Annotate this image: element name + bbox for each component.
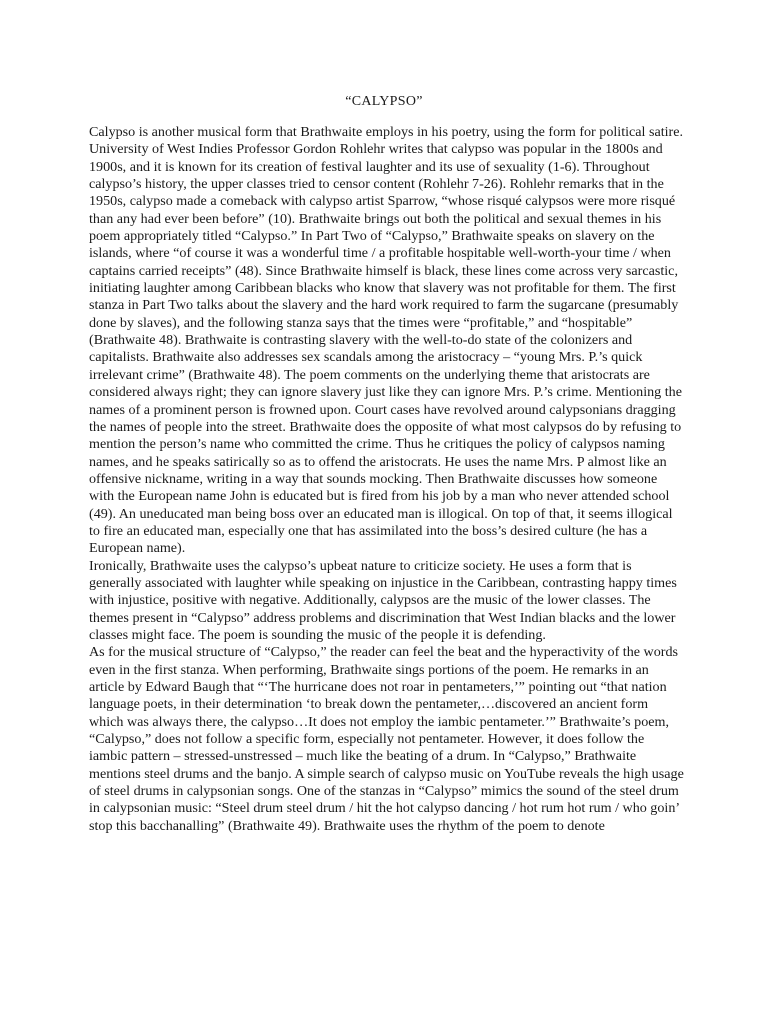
document-body	[89, 124, 685, 835]
paragraph-3: As for the musical structure of “Calypso,” the reader can feel the beat and the hyperactivity of the words even in the first stanza. When performing, Brathwaite sings portions of the poem. He remarks in an article by Edward Baugh that “‘The hurricane does not roar in pentameters,’” pointing out “that nation language poets, in their determination ‘to break down the pentameter,…discovered an ancient form which was always there, the calypso…It does not employ the iambic pentameter.’” Brathwaite’s poem, “Calypso,” does not follow a specific form, especially not pentameter. However, it does follow the iambic pattern – stressed-unstressed – much like the beating of a drum. In “Calypso,” Brathwaite mentions steel drums and the banjo. A simple search of calypso music on YouTube reveals the high usage of steel drums in calypsonian songs. One of the stanzas in “Calypso” mimics the sound of the steel drum in calypsonian music: “Steel drum steel drum / hit the hot calypso dancing / hot rum hot rum / who goin’ stop this bacchanalling” (Brathwaite 49). Brathwaite uses the rhythm of the poem to denote	[89, 644, 684, 834]
paragraph-2: Ironically, Brathwaite uses the calypso’s upbeat nature to criticize society. He uses a form that is generally associated with laughter while speaking on injustice in the Caribbean, contrasting happy times with injustice, positive with negative. Additionally, calypsos are the music of the lower classes. The themes present in “Calypso” address problems and discrimination that West Indian blacks and the lower classes might face. The poem is sounding the music of the people it is defending.	[89, 557, 677, 643]
document-title: “CALYPSO”	[345, 94, 423, 109]
paragraph-1: Calypso is another musical form that Brathwaite employs in his poetry, using the form for political satire. University of West Indies Professor Gordon Rohlehr writes that calypso was popular in the 1800s and 1900s, and it is known for its creation of festival laughter and its use of sexuality (1-6). Throughout calypso’s history, the upper classes tried to censor content (Rohlehr 7-26). Rohlehr remarks that in the 1950s, calypso made a comeback with calypso artist Sparrow, “whose risqué calypsos were more risqué than any had ever been before” (10). Brathwaite brings out both the political and sexual themes in his poem appropriately titled “Calypso.” In Part Two of “Calypso,” Brathwaite speaks on slavery on the islands, where “of course it was a wonderful time / a profitable hospitable well-worth-your time / when captains carried receipts” (48). Since Brathwaite himself is black, these lines come across very sarcastic, initiating laughter among Caribbean blacks who know that slavery was not profitable for them. The first stanza in Part Two talks about the slavery and the hard work required to farm the sugarcane (presumably done by slaves), and the following stanza says that the times were “profitable,” and “hospitable” (Brathwaite 48). Brathwaite is contrasting slavery with the well-to-do state of the colonizers and capitalists. Brathwaite also addresses sex scandals among the aristocracy – “young Mrs. P.’s quick irrelevant crime” (Brathwaite 48). The poem comments on the underlying theme that aristocrats are considered always right; they can ignore slavery just like they can ignore Mrs. P.’s crime. Mentioning the names of a prominent person is frowned upon. Court cases have revolved around calypsonians dragging the names of people into the street. Brathwaite does the opposite of what most calypsos do by refusing to mention the person’s name who committed the crime. Thus he critiques the policy of calypsos naming names, and he speaks satirically so as to offend the aristocrats. He uses the name Mrs. P almost like an offensive nickname, writing in a way that sounds mocking. Then Brathwaite discusses how someone with the European name John is educated but is fired from his job by a man who never attended school (49). An uneducated man being boss over an educated man is illogical. On top of that, it seems illogical to fire an educated man, especially one that has assimilated into the boss’s desired culture (he has a European name).	[89, 124, 684, 557]
